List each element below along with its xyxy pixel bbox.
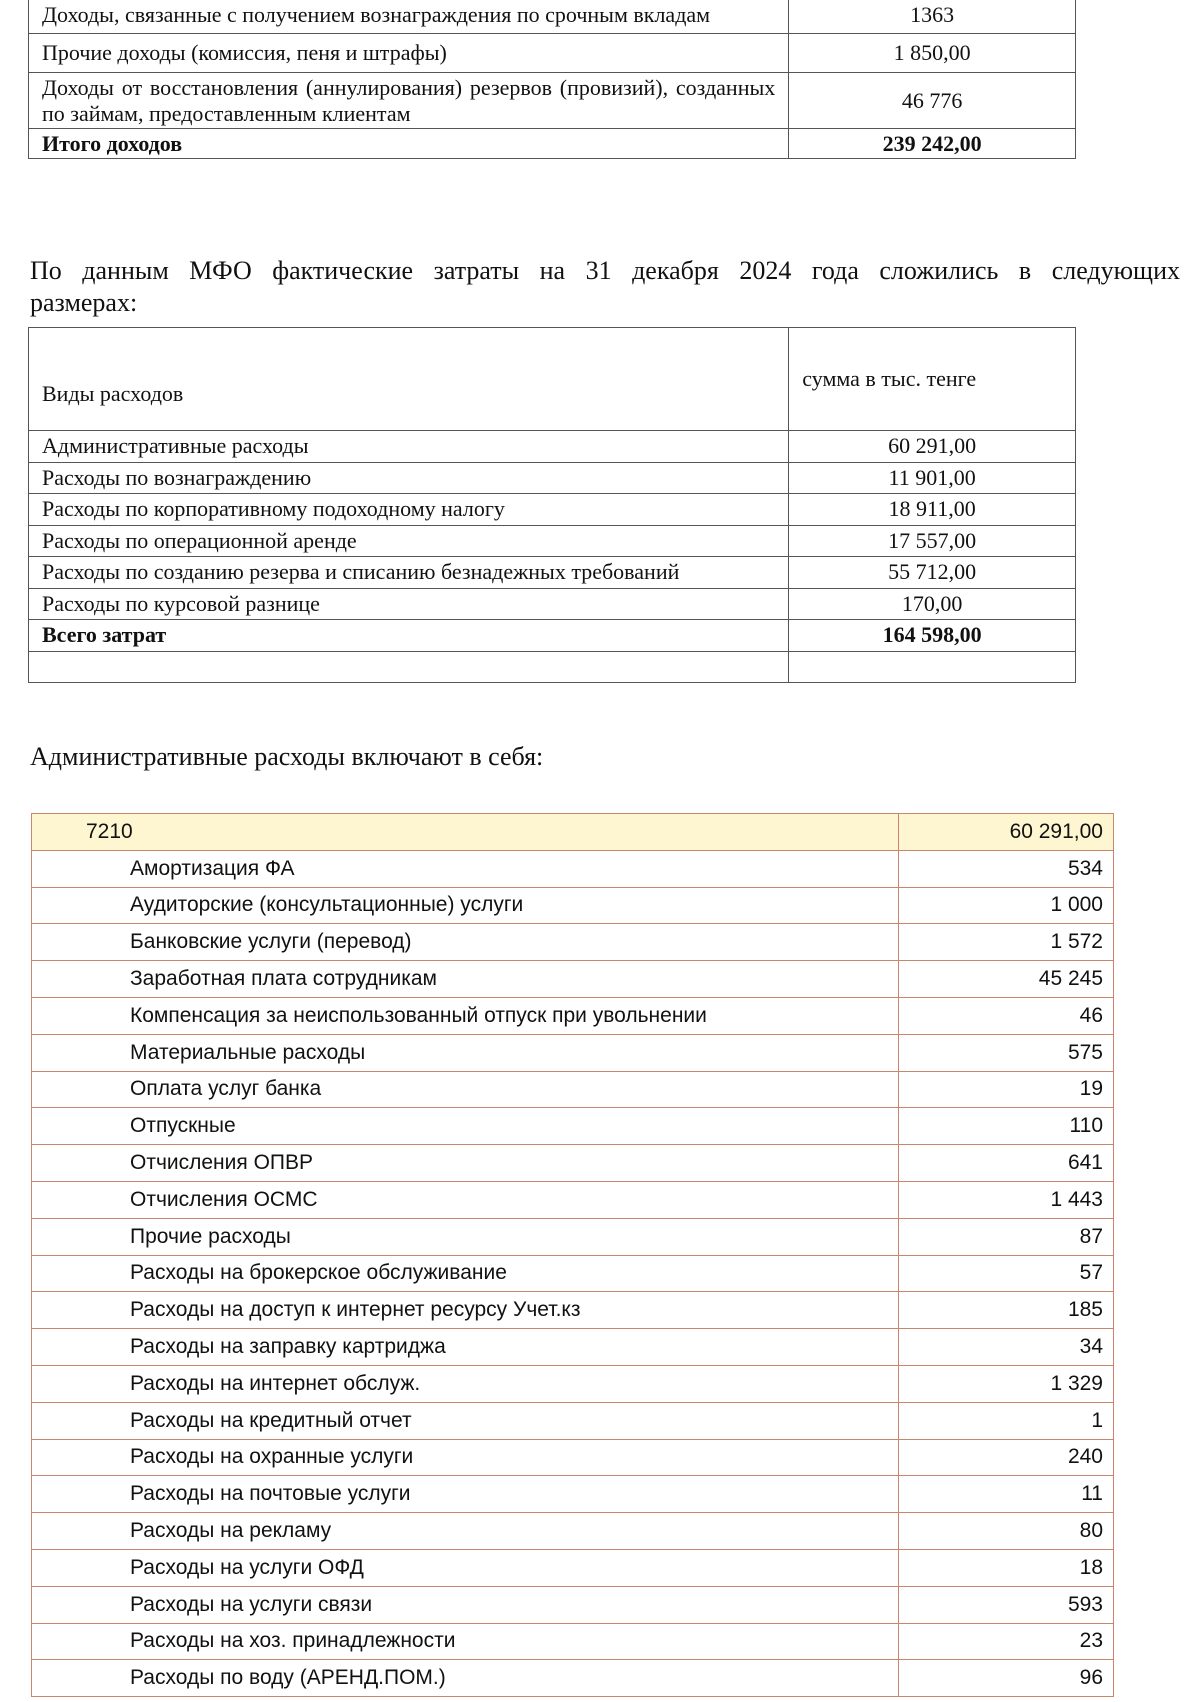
admin-row <box>32 1660 1114 1697</box>
admin-row-label: Расходы на охранные услуги <box>32 1439 899 1476</box>
admin-row-label: Расходы на доступ к интернет ресурсу Учет.кз <box>32 1292 899 1329</box>
admin-row <box>32 924 1114 961</box>
admin-row <box>32 1549 1114 1586</box>
expenses-total-value: 164 598,00 <box>789 620 1076 652</box>
admin-row-value: 80 <box>899 1513 1114 1550</box>
admin-row-value: 1 443 <box>899 1181 1114 1218</box>
admin-heading: Административные расходы включают в себя: <box>30 742 544 771</box>
admin-row-value: 1 <box>899 1402 1114 1439</box>
admin-row-value: 19 <box>899 1071 1114 1108</box>
income-row-value: 1 850,00 <box>789 34 1076 73</box>
admin-row-value: 34 <box>899 1329 1114 1366</box>
admin-row <box>32 1513 1114 1550</box>
expenses-row <box>29 494 1076 526</box>
admin-row-label: Прочие расходы <box>32 1218 899 1255</box>
expenses-row-label: Расходы по курсовой разнице <box>29 588 789 620</box>
admin-row <box>32 887 1114 924</box>
expenses-row-value: 17 557,00 <box>789 525 1076 557</box>
admin-row-label: Компенсация за неиспользованный отпуск при увольнении <box>32 997 899 1034</box>
income-total-row <box>29 129 1076 159</box>
admin-row <box>32 1439 1114 1476</box>
admin-row-value: 96 <box>899 1660 1114 1697</box>
income-row-label: Прочие доходы (комиссия, пеня и штрафы) <box>29 34 789 73</box>
admin-row-value: 110 <box>899 1108 1114 1145</box>
admin-row <box>32 1476 1114 1513</box>
admin-row <box>32 1071 1114 1108</box>
expenses-empty-value <box>789 651 1076 682</box>
admin-row-value: 87 <box>899 1218 1114 1255</box>
admin-row <box>32 1586 1114 1623</box>
admin-row-label: Оплата услуг банка <box>32 1071 899 1108</box>
admin-row-value: 11 <box>899 1476 1114 1513</box>
admin-row-label: Заработная плата сотрудникам <box>32 961 899 998</box>
admin-row-value: 641 <box>899 1145 1114 1182</box>
admin-row <box>32 1402 1114 1439</box>
expenses-row-value: 18 911,00 <box>789 494 1076 526</box>
expenses-empty-row <box>29 651 1076 682</box>
admin-row-value: 46 <box>899 997 1114 1034</box>
admin-row <box>32 1108 1114 1145</box>
expenses-row <box>29 462 1076 494</box>
admin-row-value: 534 <box>899 850 1114 887</box>
admin-row-value: 57 <box>899 1255 1114 1292</box>
income-row-label: Доходы от восстановления (аннулирования) резервов (провизий), созданных по займам, предоставленным клиентам <box>29 73 789 129</box>
expenses-row <box>29 557 1076 589</box>
admin-row-label: Расходы на рекламу <box>32 1513 899 1550</box>
income-row-label: Доходы, связанные с получением вознаграждения по срочным вкладам <box>29 0 789 34</box>
admin-row <box>32 1365 1114 1402</box>
expenses-header-row <box>29 328 1076 431</box>
admin-row <box>32 1255 1114 1292</box>
intro-paragraph: По данным МФО фактические затраты на 31 декабря 2024 года сложились в следующих размерах: <box>30 256 1180 317</box>
expenses-row-label: Расходы по операционной аренде <box>29 525 789 557</box>
income-total-label: Итого доходов <box>29 129 789 159</box>
admin-row-label: Отчисления ОСМС <box>32 1181 899 1218</box>
admin-row-label: Расходы по воду (АРЕНД.ПОМ.) <box>32 1660 899 1697</box>
expenses-header-label: Виды расходов <box>29 328 789 431</box>
admin-row-label: Расходы на брокерское обслуживание <box>32 1255 899 1292</box>
admin-row <box>32 1329 1114 1366</box>
admin-row-label: Аудиторские (консультационные) услуги <box>32 887 899 924</box>
admin-row-label: Отпускные <box>32 1108 899 1145</box>
admin-row-label: Расходы на услуги ОФД <box>32 1549 899 1586</box>
admin-row-label: Расходы на хоз. принадлежности <box>32 1623 899 1660</box>
admin-row-value: 23 <box>899 1623 1114 1660</box>
admin-row-label: Расходы на заправку картриджа <box>32 1329 899 1366</box>
admin-row-label: Расходы на кредитный отчет <box>32 1402 899 1439</box>
expenses-row-value: 55 712,00 <box>789 557 1076 589</box>
expenses-total-label: Всего затрат <box>29 620 789 652</box>
admin-row-label: Амортизация ФА <box>32 850 899 887</box>
expenses-total-row <box>29 620 1076 652</box>
income-row <box>29 0 1076 34</box>
admin-row-value: 1 329 <box>899 1365 1114 1402</box>
income-row-value: 1363 <box>789 0 1076 34</box>
admin-row <box>32 1623 1114 1660</box>
expenses-row-value: 11 901,00 <box>789 462 1076 494</box>
admin-row-value: 575 <box>899 1034 1114 1071</box>
expenses-row-label: Административные расходы <box>29 431 789 463</box>
admin-expenses-table <box>31 813 1114 1697</box>
admin-row <box>32 1292 1114 1329</box>
admin-row <box>32 1181 1114 1218</box>
income-row <box>29 73 1076 129</box>
expenses-row-value: 170,00 <box>789 588 1076 620</box>
admin-row <box>32 1145 1114 1182</box>
expenses-row-label: Расходы по вознаграждению <box>29 462 789 494</box>
admin-row-value: 593 <box>899 1586 1114 1623</box>
admin-row-label: Отчисления ОПВР <box>32 1145 899 1182</box>
admin-row-value: 45 245 <box>899 961 1114 998</box>
expenses-row <box>29 431 1076 463</box>
admin-row <box>32 997 1114 1034</box>
admin-group-row <box>32 814 1114 851</box>
expenses-row <box>29 525 1076 557</box>
admin-row-value: 1 572 <box>899 924 1114 961</box>
expenses-row-value: 60 291,00 <box>789 431 1076 463</box>
admin-row-value: 240 <box>899 1439 1114 1476</box>
admin-row-label: Расходы на почтовые услуги <box>32 1476 899 1513</box>
income-row-value: 46 776 <box>789 73 1076 129</box>
admin-group-value: 60 291,00 <box>899 814 1114 851</box>
admin-row <box>32 1034 1114 1071</box>
expenses-row-label: Расходы по корпоративному подоходному налогу <box>29 494 789 526</box>
admin-row <box>32 961 1114 998</box>
income-row <box>29 34 1076 73</box>
admin-row-label: Расходы на услуги связи <box>32 1586 899 1623</box>
admin-row-label: Материальные расходы <box>32 1034 899 1071</box>
expenses-header-value: сумма в тыс. тенге <box>789 328 1076 431</box>
income-total-value: 239 242,00 <box>789 129 1076 159</box>
income-table <box>28 0 1076 159</box>
admin-row-label: Банковские услуги (перевод) <box>32 924 899 961</box>
admin-group-code: 7210 <box>32 814 899 851</box>
admin-row-value: 185 <box>899 1292 1114 1329</box>
admin-row <box>32 1218 1114 1255</box>
admin-row-label: Расходы на интернет обслуж. <box>32 1365 899 1402</box>
expenses-table <box>28 327 1076 683</box>
expenses-empty-label <box>29 651 789 682</box>
expenses-row-label: Расходы по созданию резерва и списанию безнадежных требований <box>29 557 789 589</box>
admin-row-value: 1 000 <box>899 887 1114 924</box>
expenses-row <box>29 588 1076 620</box>
admin-row <box>32 850 1114 887</box>
admin-row-value: 18 <box>899 1549 1114 1586</box>
